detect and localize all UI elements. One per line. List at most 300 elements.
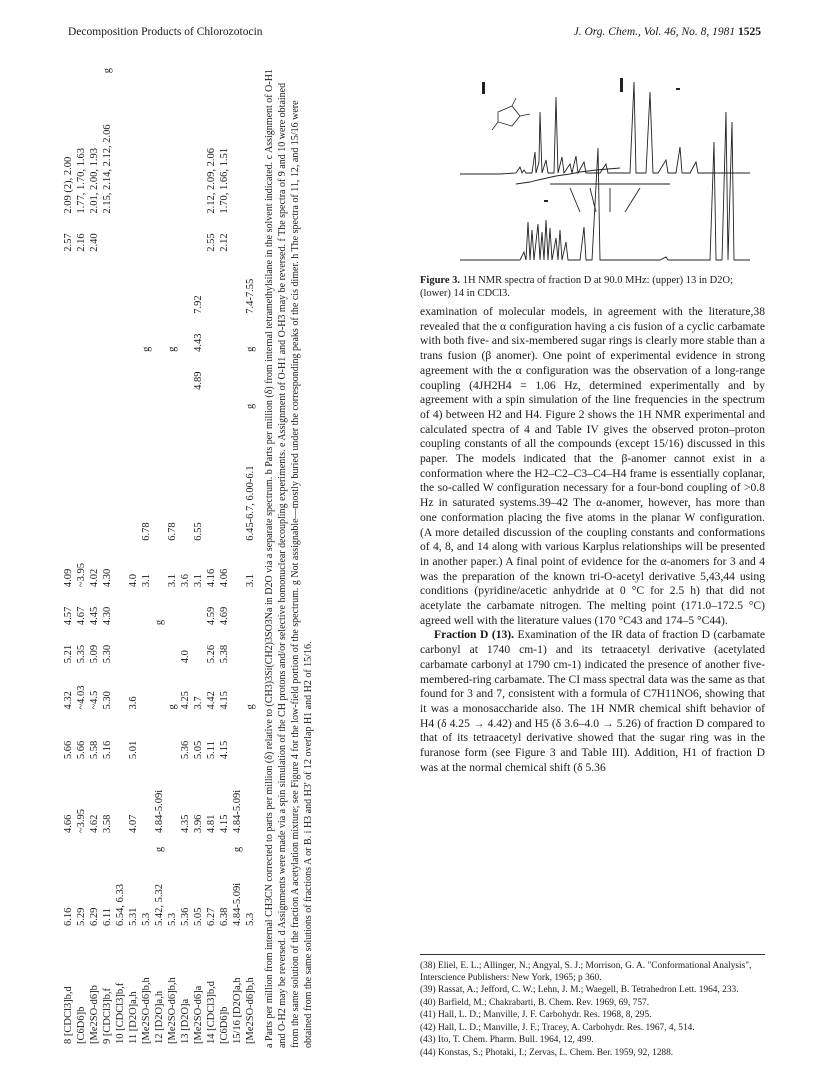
- table-cell: [62, 318, 75, 356]
- table-cell: 4.15: [219, 740, 230, 760]
- row-label: 8 [CDCl3]b,d: [63, 986, 74, 1044]
- table-cell: 5.05: [193, 740, 204, 760]
- table-cell: g: [102, 67, 113, 74]
- table-cell: g: [154, 619, 165, 626]
- body-text: [420, 305, 765, 776]
- table-cell: 6.27: [206, 907, 217, 926]
- table-cell: [218, 714, 231, 726]
- table-cell: [205, 256, 218, 318]
- table-cell: [179, 58, 192, 77]
- table-cell: [140, 667, 153, 713]
- table-cell: [205, 714, 218, 726]
- table-cell: [127, 256, 140, 318]
- row-label: 14 [CDCl3]b,d: [206, 981, 217, 1044]
- table-cell: [244, 77, 257, 217]
- table-cell: 2.15, 2.14, 2.12, 2.06: [102, 124, 113, 214]
- table-cell: [166, 837, 179, 856]
- table-cell: [114, 425, 127, 545]
- table-cell: [179, 256, 192, 318]
- table-cell: [244, 837, 257, 856]
- table-cell: 5.3: [245, 912, 256, 926]
- table-cell: [114, 394, 127, 413]
- table-row: [114, 58, 127, 1048]
- table-cell: [153, 218, 166, 256]
- table-cell: 4.02: [89, 568, 100, 588]
- table-cell: 5.09: [89, 644, 100, 664]
- table-cell: [114, 218, 127, 256]
- table-cell: [101, 318, 114, 356]
- table-cell: 5.36: [180, 907, 191, 926]
- table-row: [153, 58, 166, 1048]
- reference-item: (43) Ito, T. Chem. Pharm. Bull. 1964, 12, 499.: [420, 1035, 594, 1045]
- table-row: [244, 58, 257, 1048]
- reference-item: (44) Konstas, S.; Photaki, I.; Zervas, L. Chem. Ber. 1959, 92, 1288.: [420, 1047, 674, 1058]
- table-cell: 2.55: [206, 233, 217, 252]
- paragraph: examination of molecular models, in agreement with the literature,38 revealed that the α configuration having a cis fusion of a cyclic carbamate with both five- and six-membered sugar rings is clearly more stable than a trans fusion (β anomer). One point of experimental evidence in strong agreement with the α configuration was the observation of a long-range coupling (4JH2H4 = 1.06 Hz, determined experimentally and by agreement with a spin simulation of the line frequencies in the spectrum of 4) between H2 and H4. Figure 2 shows the 1H NMR experimental and calculated spectra of 4 and Table IV gives the observed proton–proton coupling constants of all the compounds (except 15/16) discussed in this paper. The models indicated that the β-anomer cannot exist in a conformation where the H2–C2–C3–C4–H4 frame is essentially coplanar, the so-called W configuration necessary for a four-bond coupling of >0.8 Hz in saturated systems.39–42 The α-anomer, however, has more than one conformation placing the five atoms in the planar W configuration. (A more detailed discussion of the coupling constants and conformations of 4, 8, and 14 along with various Karplus relationships will be presented in another paper.) A final point of evidence for the α-anomers for 3 and 4 was the preparation of the known tri-O-acetyl derivative 5,43,44 using conditions (pyridine/acetic anhydride at 0 °C for 2.5 h) that did not acetylate the carbamate nitrogen. The melting point (171.0–172.5 °C) agreed well with the literature values (170 °C43 and 174–5 °C44).: [420, 305, 765, 627]
- table-cell: g: [141, 346, 152, 352]
- nmr-shift-table: [62, 58, 257, 1048]
- table-cell: [153, 77, 166, 217]
- table-cell: [205, 425, 218, 545]
- paragraph-text: Examination of the IR data of fraction D (carbamate carbonyl at 1740 cm-1) and its tetraacetyl derivative (acetylated carbamate carbonyl at 1790 cm-1) indicated the presence of another five-membered-ring carbamate. The CI mass spectral data was the same as that found for 3 and 7, consistent with a formula of C7H11NO6, showing that it was a monosaccharide also. The 1H NMR chemical shift behavior of H4 (δ 4.25 → 4.42) and H5 (δ 3.6–4.0 → 5.26) of fraction D compared to that of its tetraacetyl derivative showed that the sugar ring was in the furanose form (see Figure 3 and Table III). Addition, H1 of fraction D was at the normal chemical shift (δ 5.36: [420, 628, 765, 774]
- row-label: 12 [D2O]a,h: [154, 990, 165, 1044]
- table-cell: [101, 218, 114, 256]
- table-cell: 4.15: [219, 814, 230, 833]
- table-cell: g: [154, 846, 165, 853]
- table-cell: 6.11: [102, 908, 113, 926]
- table-cell: 5.01: [128, 740, 139, 760]
- table-cell: [127, 714, 140, 726]
- paragraph: [420, 628, 765, 775]
- table-cell: 5.29: [76, 907, 87, 926]
- running-header-journal: [574, 26, 761, 38]
- table-cell: ~3.95: [76, 563, 87, 588]
- table-cell: 6.55: [193, 522, 204, 541]
- lower-spectrum-trace: [460, 112, 750, 260]
- table-cell: [62, 837, 75, 856]
- table-cell: [166, 413, 179, 425]
- table-cell: [218, 425, 231, 545]
- table-cell: 4.62: [89, 814, 100, 833]
- table-cell: [192, 218, 205, 256]
- table-cell: 3.1: [193, 573, 204, 588]
- reference-list: [420, 954, 765, 1060]
- table-cell: [231, 425, 244, 545]
- table-cell: 4.15: [219, 691, 230, 710]
- table-cell: [153, 425, 166, 545]
- table-row: [75, 58, 88, 1048]
- table-cell: [205, 413, 218, 425]
- table-cell: 5.16: [102, 740, 113, 760]
- table-cell: [114, 77, 127, 217]
- table-cell: [166, 629, 179, 667]
- table-cell: [101, 356, 114, 394]
- table-cell: [114, 725, 127, 763]
- table-cell: [166, 394, 179, 413]
- table-cell: [231, 591, 244, 629]
- table-cell: 4.07: [128, 814, 139, 833]
- table-cell: 6.78: [167, 522, 178, 541]
- table-cell: 4.25: [180, 691, 191, 710]
- table-cell: 5.35: [76, 644, 87, 664]
- table-cell: [153, 714, 166, 726]
- table-cell: [127, 356, 140, 394]
- table-cell: [244, 591, 257, 629]
- table-cell: [179, 394, 192, 413]
- upper-spectrum-trace: [460, 82, 750, 174]
- table-cell: 2.01, 2.00, 1.93: [89, 147, 100, 214]
- table-cell: [140, 394, 153, 413]
- table-row: [140, 58, 153, 1048]
- table-cell: [140, 714, 153, 726]
- table-cell: [179, 714, 192, 726]
- table-cell: [179, 218, 192, 256]
- table-cell: [114, 837, 127, 856]
- table-cell: ~4.03: [76, 685, 87, 710]
- table-cell: 5.3: [167, 912, 178, 926]
- table-cell: g: [245, 346, 256, 352]
- table-cell: [231, 667, 244, 713]
- table-cell: [127, 591, 140, 629]
- table-cell: [140, 77, 153, 217]
- row-label: [C6D6]b: [76, 1006, 87, 1044]
- table-cell: [114, 58, 127, 77]
- table-cell: 4.57: [63, 606, 74, 626]
- table-cell: [114, 256, 127, 318]
- row-label: 10 [CDCl3]b,f: [115, 982, 126, 1044]
- table-row: [231, 58, 244, 1048]
- table-cell: 4.09: [63, 568, 74, 588]
- table-cell: 1.77, 1.70, 1.63: [76, 147, 87, 214]
- table-cell: [88, 425, 101, 545]
- table-cell: 5.36: [180, 740, 191, 760]
- table-cell: [153, 318, 166, 356]
- table-cell: [75, 837, 88, 856]
- table-row: [218, 58, 231, 1048]
- table-cell: [192, 413, 205, 425]
- table-cell: [88, 318, 101, 356]
- axis-marker: [620, 78, 623, 92]
- table-cell: 2.12: [219, 233, 230, 252]
- table-cell: [140, 837, 153, 856]
- table-cell: [140, 591, 153, 629]
- table-cell: [114, 667, 127, 713]
- table-cell: 4.35: [180, 814, 191, 833]
- table-cell: 4.81: [206, 814, 217, 833]
- table-cell: [114, 545, 127, 591]
- table-cell: [75, 714, 88, 726]
- table-cell: [244, 725, 257, 763]
- table-cell: [192, 77, 205, 217]
- table-cell: 5.30: [102, 644, 113, 664]
- table-cell: [179, 77, 192, 217]
- table-cell: [153, 394, 166, 413]
- table-cell: [166, 58, 179, 77]
- table-cell: [179, 591, 192, 629]
- table-cell: 5.05: [193, 907, 204, 926]
- table-cell: 5.11: [206, 741, 217, 760]
- table-cell: 4.30: [102, 606, 113, 626]
- table-cell: [244, 714, 257, 726]
- table-cell: 3.1: [167, 573, 178, 588]
- table-cell: [127, 218, 140, 256]
- table-cell: 4.0: [128, 573, 139, 588]
- table-cell: [140, 58, 153, 77]
- table-cell: 3.1: [141, 573, 152, 588]
- table-cell: [179, 837, 192, 856]
- table-cell: 4.84-5.09i: [232, 789, 243, 833]
- table-cell: [88, 837, 101, 856]
- table-cell: [166, 591, 179, 629]
- table-cell: [114, 714, 127, 726]
- table-cell: [153, 725, 166, 763]
- running-header-title: Decomposition Products of Chlorozotocin: [68, 26, 263, 38]
- table-cell: [179, 356, 192, 394]
- table-cell: 4.69: [219, 606, 230, 626]
- table-cell: [166, 256, 179, 318]
- table-cell: [75, 58, 88, 77]
- table-cell: 5.58: [89, 740, 100, 760]
- reference-item: (38) Eliel, E. L.; Allinger, N.; Angyal, S. J.; Morrison, G. A. "Conformational Analysis", Interscience Publishers: New York, 1965; p 360.: [420, 961, 752, 983]
- figure-caption: [420, 274, 760, 300]
- table-cell: 5.21: [63, 644, 74, 664]
- table-cell: [166, 763, 179, 837]
- table-cell: [127, 394, 140, 413]
- table-cell: [231, 77, 244, 217]
- table-cell: [114, 591, 127, 629]
- table-cell: [218, 394, 231, 413]
- table-cell: 4.66: [63, 814, 74, 833]
- table-cell: 4.67: [76, 606, 87, 626]
- table-cell: [192, 837, 205, 856]
- table-cell: [231, 356, 244, 394]
- reference-item: (40) Barfield, M.; Chakrabarti, B. Chem. Rev. 1969, 69, 757.: [420, 997, 650, 1008]
- table-cell: 3.96: [193, 814, 204, 833]
- table-cell: g: [232, 846, 243, 853]
- table-cell: [75, 356, 88, 394]
- page-number: 1525: [738, 26, 761, 38]
- table-cell: ~4.5: [89, 690, 100, 710]
- reference-item: (41) Hall, L. D.; Manville, J. F. Carbohydr. Res. 1968, 8, 295.: [420, 1010, 652, 1020]
- table-cell: 4.0: [180, 650, 191, 664]
- table-cell: [88, 256, 101, 318]
- table-cell: 4.32: [63, 691, 74, 710]
- row-label: [Me2SO-d6]b,h: [167, 977, 178, 1044]
- table-cell: [75, 394, 88, 413]
- table-cell: [101, 837, 114, 856]
- table-cell: 5.66: [63, 740, 74, 760]
- table-cell: [231, 318, 244, 356]
- table-cell: [62, 394, 75, 413]
- table-cell: [166, 725, 179, 763]
- table-cell: [166, 218, 179, 256]
- table-cell: [231, 218, 244, 256]
- table-cell: [101, 256, 114, 318]
- reference-item: (42) Hall, L. D.; Manville, J. F.; Tracey, A. Carbohydr. Res. 1967, 4, 514.: [420, 1022, 695, 1033]
- table-cell: [231, 256, 244, 318]
- table-footnote: a Parts per million from internal CH3CN corrected to parts per million (δ) relative to (CH3)3Si(CH2)3SO3Na in D2O via a separate spectrum. b Parts per million (δ) from internal tetramethylsilane in the solvent indicated. c Assignment of O-H1 and O-H2 may be reversed. d Assignments were made via a spin simulation of the CH protons and/or selective homonuclear decoupling experiments. e Assignment of O-H1 and O-H3 may be reversed. f The spectra of 9 and 10 were obtained from the same solution of the fraction A acetylation mixture; see Figure 4 for the low-field portion of the spectrum. g Not assignable—mostly buried under the corresponding peaks of the cis dimer. h The spectra of 11, 12, and 15/16 were obtained from the same solutions of fractions A or B. i H3 and H3' of 12 overlap H1 and H2 of 15/16.: [264, 69, 314, 1048]
- table-cell: [179, 413, 192, 425]
- row-label: 9 [CDCl3]b,f: [102, 988, 113, 1044]
- table-cell: [62, 714, 75, 726]
- table-cell: [127, 58, 140, 77]
- table-cell: [88, 58, 101, 77]
- table-cell: [166, 356, 179, 394]
- table-cell: 5.30: [102, 691, 113, 710]
- table-cell: 5.66: [76, 740, 87, 760]
- table-cell: 7.92: [193, 295, 204, 314]
- table-cell: [205, 394, 218, 413]
- table-cell: [153, 356, 166, 394]
- table-cell: 5.38: [219, 644, 230, 664]
- table-cell: 4.84-5.09i: [154, 789, 165, 833]
- table-cell: 4.30: [102, 568, 113, 588]
- table-cell: g: [245, 704, 256, 710]
- caption-text: 1H NMR spectra of fraction D at 90.0 MHz: (upper) 13 in D2O; (lower) 14 in CDCl3.: [420, 275, 734, 299]
- table-cell: [205, 318, 218, 356]
- table-cell: [153, 629, 166, 667]
- table-cell: [231, 545, 244, 591]
- table-cell: 5.42, 5.32: [154, 884, 165, 926]
- table-cell: [62, 256, 75, 318]
- table-cell: [140, 725, 153, 763]
- table-cell: 2.57: [63, 233, 74, 252]
- nmr-spectrum-figure: [420, 52, 760, 272]
- table-cell: [114, 413, 127, 425]
- table-cell: 1.70, 1.66, 1.51: [219, 147, 230, 214]
- table-cell: [218, 318, 231, 356]
- table-cell: [114, 356, 127, 394]
- caption-label: Figure 3.: [420, 275, 461, 286]
- rotated-nmr-table: [62, 58, 372, 1048]
- journal-citation: J. Org. Chem., Vol. 46, No. 8, 1981: [573, 26, 736, 38]
- table-cell: [192, 58, 205, 77]
- table-row: [88, 58, 101, 1048]
- table-cell: [127, 837, 140, 856]
- table-cell: g: [167, 704, 178, 710]
- table-cell: [218, 256, 231, 318]
- table-cell: 4.43: [193, 333, 204, 352]
- table-cell: 5.26: [206, 644, 217, 664]
- table-cell: [101, 394, 114, 413]
- table-cell: [244, 356, 257, 394]
- table-cell: 4.42: [206, 691, 217, 710]
- table-cell: [231, 58, 244, 77]
- table-cell: [114, 318, 127, 356]
- table-cell: [231, 629, 244, 667]
- table-cell: 7.4-7.55: [245, 278, 256, 314]
- table-cell: 6.45-6.7, 6.00-6.1: [245, 465, 256, 541]
- table-cell: 2.16: [76, 233, 87, 252]
- table-cell: [153, 256, 166, 318]
- table-cell: [75, 425, 88, 545]
- table-cell: 6.16: [63, 907, 74, 926]
- table-cell: g: [167, 346, 178, 352]
- table-cell: [205, 837, 218, 856]
- table-cell: 5.3: [141, 912, 152, 926]
- table-cell: [88, 356, 101, 394]
- table-row: [179, 58, 192, 1048]
- table-row: [62, 58, 75, 1048]
- table-cell: [192, 591, 205, 629]
- row-label: [Me2SO-d6]a: [193, 985, 204, 1044]
- molecule-structure-icon: [492, 98, 530, 130]
- table-cell: 6.38: [219, 907, 230, 926]
- table-cell: 3.7: [193, 696, 204, 710]
- table-cell: g: [245, 403, 256, 410]
- table-cell: [192, 394, 205, 413]
- table-cell: 4.06: [219, 568, 230, 588]
- table-cell: [101, 425, 114, 545]
- table-row: [192, 58, 205, 1048]
- table-cell: [140, 763, 153, 837]
- table-cell: 2.09 (2), 2.00: [63, 156, 74, 214]
- integral-curve: [516, 168, 620, 184]
- row-label: [Me2SO-d6]b,h: [245, 977, 256, 1044]
- reference-item: (39) Rassat, A.; Jefford, C. W.; Lehn, J. M.; Waegell, B. Tetrahedron Lett. 1964, 233.: [420, 985, 739, 995]
- table-cell: 6.78: [141, 522, 152, 541]
- table-cell: 6.54, 6.33: [115, 884, 126, 926]
- table-cell: [140, 356, 153, 394]
- table-cell: [153, 667, 166, 713]
- table-cell: [75, 256, 88, 318]
- table-cell: [88, 714, 101, 726]
- table-cell: 4.59: [206, 606, 217, 626]
- table-cell: [153, 58, 166, 77]
- table-row: [127, 58, 140, 1048]
- table-cell: [231, 394, 244, 413]
- table-cell: [62, 356, 75, 394]
- row-label: [Me2SO-d6]b: [89, 985, 100, 1044]
- table-cell: [140, 413, 153, 425]
- row-label: [Me2SO-d6]b,h: [141, 977, 152, 1044]
- table-row: [205, 58, 218, 1048]
- table-cell: [205, 356, 218, 394]
- table-cell: 2.40: [89, 233, 100, 252]
- table-cell: [179, 318, 192, 356]
- table-cell: [192, 714, 205, 726]
- table-cell: 4.84-5.09i: [232, 882, 243, 926]
- table-cell: [140, 629, 153, 667]
- row-label: 11 [D2O]a,h: [128, 991, 139, 1044]
- table-cell: 4.45: [89, 606, 100, 626]
- table-cell: [75, 413, 88, 425]
- table-cell: [231, 725, 244, 763]
- table-cell: [205, 58, 218, 77]
- table-cell: [153, 413, 166, 425]
- table-cell: [62, 425, 75, 545]
- axis-marker: [482, 82, 485, 94]
- table-cell: [244, 58, 257, 77]
- table-cell: [101, 714, 114, 726]
- table-cell: [62, 58, 75, 77]
- table-cell: [244, 413, 257, 425]
- table-cell: [127, 318, 140, 356]
- table-cell: [114, 629, 127, 667]
- table-cell: [218, 356, 231, 394]
- table-cell: [101, 413, 114, 425]
- table-cell: [218, 413, 231, 425]
- table-cell: [140, 256, 153, 318]
- table-cell: 6.29: [89, 907, 100, 926]
- table-cell: [153, 545, 166, 591]
- table-cell: [166, 714, 179, 726]
- table-cell: 3.1: [245, 573, 256, 588]
- table-cell: [218, 58, 231, 77]
- table-cell: [179, 425, 192, 545]
- row-label: 15/16 [D2O]a,h: [232, 977, 243, 1044]
- table-cell: [127, 77, 140, 217]
